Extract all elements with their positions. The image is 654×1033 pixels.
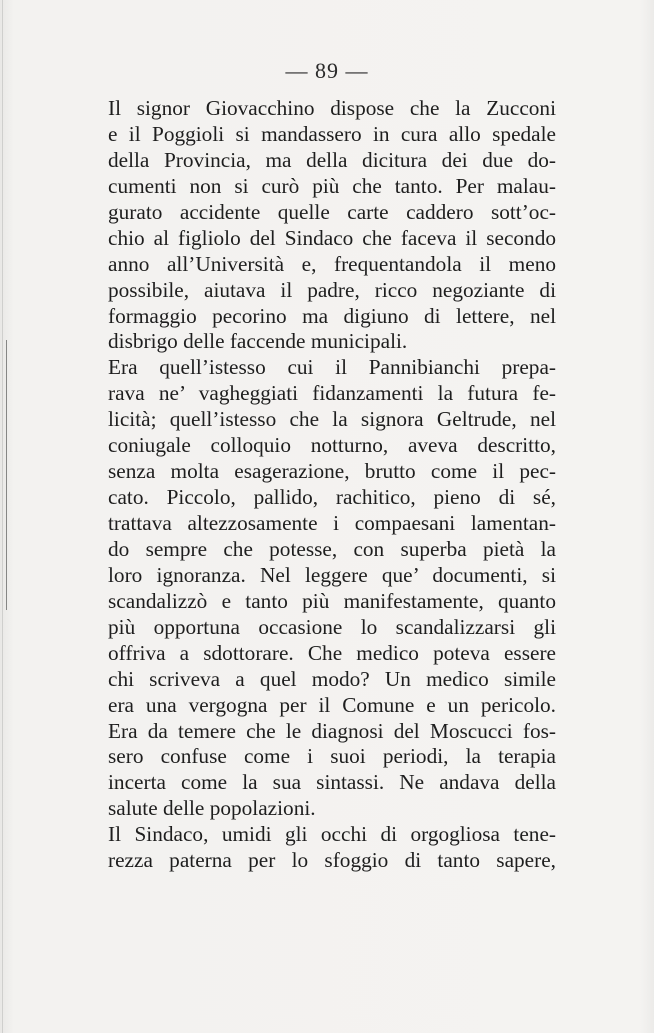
text-line: della Provincia, ma della dicitura dei due do- <box>108 147 556 172</box>
text-line: gurato accidente quelle carte caddero sott’oc- <box>108 199 556 224</box>
text-line: loro ignoranza. Nel leggere que’ documenti, si <box>108 562 556 587</box>
text-line: do sempre che potesse, con superba pietà la <box>108 536 556 561</box>
text-line: Il signor Giovacchino dispose che la Zucconi <box>108 96 556 120</box>
text-line: Il Sindaco, umidi gli occhi di orgogliosa tene- <box>108 822 556 847</box>
text-line: trattava altezzosamente i compaesani lamentan- <box>108 511 556 535</box>
text-line: coniugale colloquio notturno, aveva descritto, <box>108 433 556 458</box>
text-line: Era da temere che le diagnosi del Moscucci fos- <box>108 718 556 743</box>
text-line: anno all’Università e, frequentandola il meno <box>108 251 556 276</box>
text-line: rezza paterna per lo sfoggio di tanto sapere, <box>108 848 556 873</box>
text-line: formaggio pecorino ma digiuno di lettere, nel <box>108 303 556 328</box>
text-line: più opportuna occasione lo scandalizzarsi gli <box>108 614 556 639</box>
text-line: disbrigo delle faccende municipali. <box>108 329 408 354</box>
binding-mark <box>6 340 7 610</box>
text-line: licità; quell’istesso che la signora Geltrude, nel <box>108 407 556 432</box>
page-edge-shadow <box>2 0 3 1033</box>
text-line: possibile, aiutava il padre, ricco negoziante di <box>108 277 556 302</box>
text-line: rava ne’ vagheggiati fidanzamenti la futura fe- <box>108 381 556 406</box>
text-line: chi scriveva a quel modo? Un medico simile <box>108 666 556 691</box>
text-line: incerta come la sua sintassi. Ne andava della <box>108 770 556 795</box>
text-line: senza molta esagerazione, brutto come il pec- <box>108 459 556 484</box>
text-line: era una vergogna per il Comune e un pericolo. <box>108 692 556 717</box>
text-line: offriva a sdottorare. Che medico poteva essere <box>108 640 556 665</box>
body-text <box>108 96 556 874</box>
text-line: cato. Piccolo, pallido, rachitico, pieno di sé, <box>108 485 556 510</box>
text-line: Era quell’istesso cui il Pannibianchi prepa- <box>108 355 556 380</box>
text-line: e il Poggioli si mandassero in cura allo spedale <box>108 121 556 146</box>
text-line: scandalizzò e tanto più manifestamente, quanto <box>108 588 556 613</box>
text-line: chio al figliolo del Sindaco che faceva il secondo <box>108 225 556 250</box>
page-number: — 89 — <box>285 58 369 83</box>
text-line: sero confuse come i suoi periodi, la terapia <box>108 744 556 769</box>
text-line: salute delle popolazioni. <box>108 796 316 821</box>
text-line: cumenti non si curò più che tanto. Per malau- <box>108 173 556 198</box>
